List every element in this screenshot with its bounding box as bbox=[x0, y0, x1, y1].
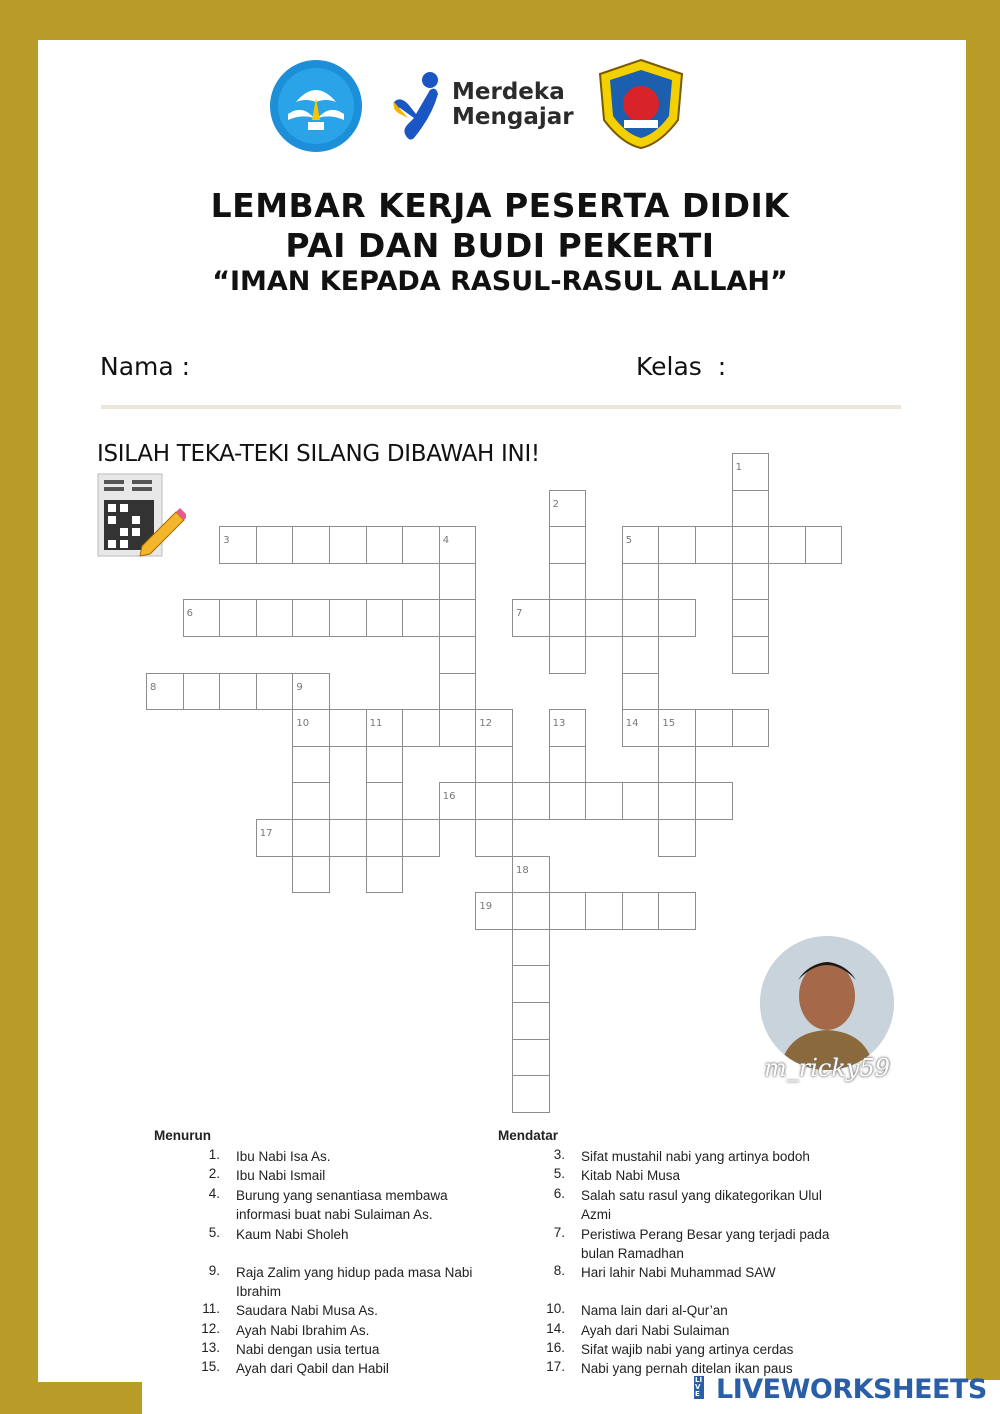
clue-number: 17 bbox=[259, 828, 273, 839]
crossword-cell[interactable] bbox=[256, 819, 294, 857]
class-label: Kelas : bbox=[636, 352, 727, 381]
crossword-cell[interactable] bbox=[549, 709, 587, 747]
clue-number-label: 2. bbox=[208, 1166, 220, 1181]
clue-number: 14 bbox=[625, 718, 639, 730]
crossword-cell[interactable] bbox=[768, 526, 806, 564]
crossword-cell[interactable] bbox=[622, 782, 660, 820]
crossword-cell[interactable] bbox=[366, 856, 404, 894]
logo-line-1: Merdeka bbox=[452, 79, 565, 105]
crossword-cell[interactable] bbox=[366, 526, 404, 564]
crossword-cell[interactable] bbox=[549, 490, 587, 528]
crossword-cell[interactable] bbox=[292, 599, 330, 637]
crossword-cell[interactable] bbox=[329, 599, 367, 637]
crossword-cell[interactable] bbox=[439, 673, 477, 711]
clue-number-label: 6. bbox=[553, 1186, 565, 1201]
crossword-cell[interactable] bbox=[292, 782, 330, 820]
crossword-cell[interactable] bbox=[475, 746, 513, 784]
clue-number: 3 bbox=[223, 535, 230, 547]
crossword-cell[interactable] bbox=[585, 782, 623, 820]
crossword-cell[interactable] bbox=[658, 782, 696, 820]
crossword-cell[interactable] bbox=[439, 526, 477, 564]
merdeka-mengajar-logo-text bbox=[452, 80, 574, 130]
topic-title: “IMAN KEPADA RASUL-RASUL ALLAH” bbox=[212, 266, 788, 297]
clue-text: Sifat mustahil nabi yang artinya bodoh bbox=[581, 1149, 810, 1164]
crossword-cell[interactable] bbox=[475, 782, 513, 820]
crossword-cell[interactable] bbox=[658, 709, 696, 747]
crossword-cell[interactable] bbox=[549, 526, 587, 564]
clue-text: Nabi yang pernah ditelan ikan paus bbox=[581, 1361, 793, 1376]
clue-number-label: 4. bbox=[208, 1186, 220, 1201]
clue-number-label: 5. bbox=[553, 1166, 565, 1181]
crossword-cell[interactable] bbox=[622, 599, 660, 637]
clue-number-label: 10. bbox=[546, 1301, 565, 1316]
worksheet-title: LEMBAR KERJA PESERTA DIDIK bbox=[210, 186, 790, 225]
crossword-cell[interactable] bbox=[402, 599, 440, 637]
crossword-cell[interactable] bbox=[732, 490, 770, 528]
name-label: Nama : bbox=[100, 352, 191, 381]
crossword-cell[interactable] bbox=[695, 782, 733, 820]
clue-text: Ayah dari Qabil dan Habil bbox=[236, 1361, 389, 1376]
crossword-cell[interactable] bbox=[585, 892, 623, 930]
crossword-cell[interactable] bbox=[732, 453, 770, 491]
clue-text: Burung yang senantiasa membawa informasi buat nabi Sulaiman As. bbox=[236, 1188, 448, 1222]
crossword-cell[interactable] bbox=[695, 526, 733, 564]
crossword-cell[interactable] bbox=[732, 526, 770, 564]
crossword-cell[interactable] bbox=[292, 856, 330, 894]
crossword-cell[interactable] bbox=[658, 892, 696, 930]
crossword-cell[interactable] bbox=[329, 709, 367, 747]
crossword-cell[interactable] bbox=[732, 636, 770, 674]
crossword-cell[interactable] bbox=[658, 599, 696, 637]
tut-wuri-handayani-logo bbox=[268, 58, 364, 154]
crossword-cell[interactable] bbox=[549, 599, 587, 637]
crossword-cell[interactable] bbox=[402, 526, 440, 564]
crossword-cell[interactable] bbox=[366, 709, 404, 747]
clue-number: 13 bbox=[552, 718, 566, 730]
crossword-cell[interactable] bbox=[219, 599, 257, 637]
clue-number-label: 14. bbox=[546, 1321, 565, 1336]
clue-number: 8 bbox=[150, 681, 157, 693]
clue-number: 4 bbox=[442, 535, 450, 547]
clue-number-label: 13. bbox=[201, 1340, 220, 1355]
crossword-cell[interactable] bbox=[732, 599, 770, 637]
clue-number: 1 bbox=[735, 462, 742, 473]
crossword-cell[interactable] bbox=[475, 819, 513, 857]
clue-text: Ayah Nabi Ibrahim As. bbox=[236, 1323, 370, 1338]
crossword-cell[interactable] bbox=[512, 1075, 550, 1113]
crossword-cell[interactable] bbox=[292, 709, 330, 747]
clue-number-label: 5. bbox=[208, 1225, 220, 1240]
clue-number-label: 11. bbox=[202, 1301, 220, 1316]
crossword-cell[interactable] bbox=[366, 782, 404, 820]
crossword-pencil-icon bbox=[96, 472, 186, 560]
instruction-text: ISILAH TEKA-TEKI SILANG DIBAWAH INI! bbox=[97, 441, 540, 467]
crossword-cell[interactable] bbox=[292, 526, 330, 564]
clue-number: 7 bbox=[516, 608, 523, 620]
crossword-cell[interactable] bbox=[439, 709, 477, 747]
crossword-cell[interactable] bbox=[549, 892, 587, 930]
clue-text: Salah satu rasul yang dikategorikan Ulul Azmi bbox=[581, 1188, 822, 1222]
crossword-cell[interactable] bbox=[366, 819, 404, 857]
crossword-cell[interactable] bbox=[622, 892, 660, 930]
clue-number: 6 bbox=[186, 608, 193, 620]
clue-text: Ibu Nabi Ismail bbox=[236, 1168, 326, 1183]
crossword-cell[interactable] bbox=[512, 965, 550, 1003]
crossword-cell[interactable] bbox=[329, 819, 367, 857]
crossword-cell[interactable] bbox=[292, 746, 330, 784]
clue-number-label: 3. bbox=[553, 1147, 565, 1162]
crossword-cell[interactable] bbox=[439, 599, 477, 637]
clue-number: 15 bbox=[662, 718, 676, 730]
crossword-cell[interactable] bbox=[549, 563, 587, 601]
subject-title: PAI DAN BUDI PEKERTI bbox=[285, 226, 715, 265]
crossword-cell[interactable] bbox=[439, 636, 477, 674]
crossword-cell[interactable] bbox=[329, 526, 367, 564]
crossword-cell[interactable] bbox=[475, 892, 513, 930]
crossword-cell[interactable] bbox=[512, 892, 550, 930]
clue-text: Kaum Nabi Sholeh bbox=[236, 1227, 349, 1242]
live-badge bbox=[694, 1376, 712, 1404]
clue-number-label: 16. bbox=[546, 1340, 565, 1355]
clue-number: 2 bbox=[552, 498, 559, 510]
crossword-cell[interactable] bbox=[219, 526, 257, 564]
divider-line bbox=[101, 405, 901, 409]
crossword-cell[interactable] bbox=[585, 599, 623, 637]
clue-number: 9 bbox=[296, 681, 303, 693]
merdeka-mengajar-logo-icon bbox=[390, 70, 446, 142]
crossword-cell[interactable] bbox=[658, 819, 696, 857]
clue-number-label: 7. bbox=[553, 1225, 565, 1240]
clue-number-label: 15. bbox=[201, 1359, 220, 1374]
clue-number-label: 12. bbox=[201, 1321, 220, 1336]
live-badge-text: LIVE bbox=[695, 1376, 703, 1398]
clue-number-label: 8. bbox=[553, 1263, 565, 1278]
across-heading: Mendatar bbox=[498, 1128, 559, 1143]
crossword-cell[interactable] bbox=[292, 819, 330, 857]
crossword-cell[interactable] bbox=[512, 599, 550, 637]
crossword-cell[interactable] bbox=[512, 929, 550, 967]
crossword-cell[interactable] bbox=[402, 709, 440, 747]
crossword-cell[interactable] bbox=[622, 563, 660, 601]
clue-text: Raja Zalim yang hidup pada masa Nabi Ibrahim bbox=[236, 1265, 473, 1299]
crossword-cell[interactable] bbox=[658, 746, 696, 784]
clue-number: 12 bbox=[479, 718, 493, 730]
crossword-cell[interactable] bbox=[183, 673, 221, 711]
crossword-cell[interactable] bbox=[219, 673, 257, 711]
crossword-cell[interactable] bbox=[549, 746, 587, 784]
clue-number: 10 bbox=[296, 718, 310, 730]
clue-number: 18 bbox=[516, 864, 529, 876]
crossword-cell[interactable] bbox=[549, 782, 587, 820]
clue-text: Hari lahir Nabi Muhammad SAW bbox=[581, 1265, 776, 1280]
clue-text: Ibu Nabi Isa As. bbox=[236, 1149, 331, 1164]
down-heading: Menurun bbox=[154, 1128, 211, 1143]
clue-number: 19 bbox=[479, 901, 493, 913]
crossword-cell[interactable] bbox=[732, 709, 770, 747]
crossword-cell[interactable] bbox=[512, 856, 550, 894]
crossword-cell[interactable] bbox=[512, 782, 550, 820]
crossword-cell[interactable] bbox=[256, 673, 294, 711]
crossword-cell[interactable] bbox=[366, 746, 404, 784]
logo-line-2: Mengajar bbox=[452, 104, 574, 130]
crossword-cell[interactable] bbox=[366, 599, 404, 637]
crossword-cell[interactable] bbox=[805, 526, 843, 564]
crossword-cell[interactable] bbox=[732, 563, 770, 601]
liveworksheets-logo: LIVEWORKSHEETS bbox=[716, 1374, 987, 1405]
clue-text: Peristiwa Perang Besar yang terjadi pada bulan Ramadhan bbox=[581, 1227, 830, 1261]
avatar bbox=[760, 936, 894, 1070]
crossword-cell[interactable] bbox=[439, 563, 477, 601]
clue-number-label: 9. bbox=[208, 1263, 220, 1278]
crossword-cell[interactable] bbox=[475, 709, 513, 747]
avatar-photo bbox=[760, 936, 894, 1070]
clue-text: Nama lain dari al-Qur’an bbox=[581, 1303, 728, 1318]
clue-number-label: 17. bbox=[546, 1359, 565, 1374]
crossword-cell[interactable] bbox=[512, 1039, 550, 1077]
crossword-cell[interactable] bbox=[256, 526, 294, 564]
clue-text: Sifat wajib nabi yang artinya cerdas bbox=[581, 1342, 794, 1357]
clue-text: Ayah dari Nabi Sulaiman bbox=[581, 1323, 730, 1338]
crossword-cell[interactable] bbox=[146, 673, 184, 711]
crossword-cell[interactable] bbox=[439, 782, 477, 820]
crossword-cell[interactable] bbox=[622, 636, 660, 674]
watermark-text: m_ricky59 bbox=[764, 1054, 890, 1082]
clue-number: 16 bbox=[442, 791, 456, 803]
crossword-cell[interactable] bbox=[622, 526, 660, 564]
crossword-cell[interactable] bbox=[658, 526, 696, 564]
clue-number: 5 bbox=[625, 535, 633, 547]
clue-text: Kitab Nabi Musa bbox=[581, 1168, 681, 1183]
crossword-cell[interactable] bbox=[402, 819, 440, 857]
crossword-cell[interactable] bbox=[622, 709, 660, 747]
crossword-cell[interactable] bbox=[292, 673, 330, 711]
clue-text: Nabi dengan usia tertua bbox=[236, 1342, 380, 1357]
crossword-cell[interactable] bbox=[622, 673, 660, 711]
crossword-cell[interactable] bbox=[256, 599, 294, 637]
crossword-cell[interactable] bbox=[695, 709, 733, 747]
crossword-cell[interactable] bbox=[512, 1002, 550, 1040]
clue-text: Saudara Nabi Musa As. bbox=[236, 1303, 378, 1318]
crossword-cell[interactable] bbox=[549, 636, 587, 674]
clue-number-label: 1. bbox=[208, 1147, 220, 1162]
clue-number: 11 bbox=[369, 718, 383, 730]
crossword-cell[interactable] bbox=[183, 599, 221, 637]
school-seal-logo bbox=[594, 58, 688, 150]
